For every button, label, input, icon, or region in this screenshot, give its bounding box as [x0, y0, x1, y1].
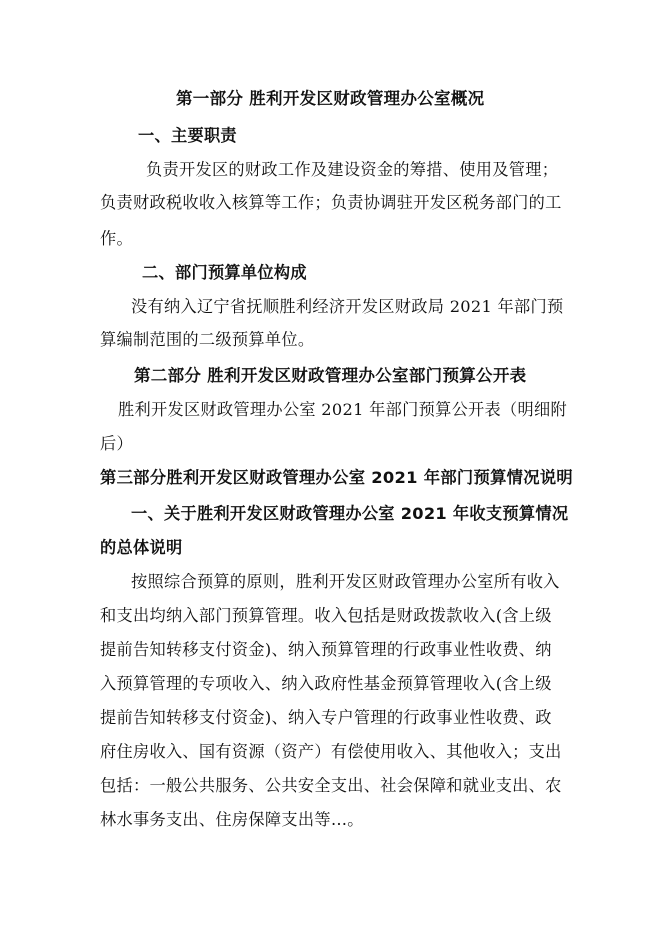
duties-line-3: 作。 [100, 229, 133, 248]
part3-title: 第三部分胜利开发区财政管理办公室 2021 年部门预算情况说明 [100, 468, 573, 487]
overview-line-6: 府住房收入、国有资源（资产）有偿使用收入、其他收入；支出 [100, 742, 562, 761]
section-heading-units: 二、部门预算单位构成 [142, 263, 307, 282]
part2-line-2: 后） [100, 434, 133, 453]
part3-heading-line-2: 的总体说明 [100, 538, 183, 557]
part3-heading-line-1: 一、关于胜利开发区财政管理办公室 2021 年收支预算情况 [131, 504, 569, 523]
part2-title: 第二部分 胜利开发区财政管理办公室部门预算公开表 [134, 366, 527, 385]
overview-line-3: 提前告知转移支付资金)、纳入预算管理的行政事业性收费、纳 [100, 640, 552, 659]
units-line-2: 算编制范围的二级预算单位。 [100, 330, 315, 349]
overview-line-5: 提前告知转移支付资金)、纳入专户管理的行政事业性收费、政 [100, 708, 552, 727]
duties-line-1: 负责开发区的财政工作及建设资金的筹措、使用及管理； [146, 160, 559, 179]
units-line-1: 没有纳入辽宁省抚顺胜利经济开发区财政局 2021 年部门预 [131, 297, 564, 316]
part1-title: 第一部分 胜利开发区财政管理办公室概况 [176, 89, 485, 108]
part2-line-1: 胜利开发区财政管理办公室 2021 年部门预算公开表（明细附 [118, 400, 567, 419]
overview-line-1: 按照综合预算的原则，胜利开发区财政管理办公室所有收入 [131, 572, 560, 591]
overview-line-8: 林水事务支出、住房保障支出等…。 [100, 810, 364, 829]
section-heading-duties: 一、主要职责 [138, 126, 237, 145]
overview-line-7: 包括：一般公共服务、公共安全支出、社会保障和就业支出、农 [100, 776, 562, 795]
duties-line-2: 负责财政税收收入核算等工作；负责协调驻开发区税务部门的工 [100, 193, 562, 212]
overview-line-2: 和支出均纳入部门预算管理。收入包括是财政拨款收入(含上级 [100, 606, 552, 625]
overview-line-4: 入预算管理的专项收入、纳入政府性基金预算管理收入(含上级 [100, 674, 552, 693]
